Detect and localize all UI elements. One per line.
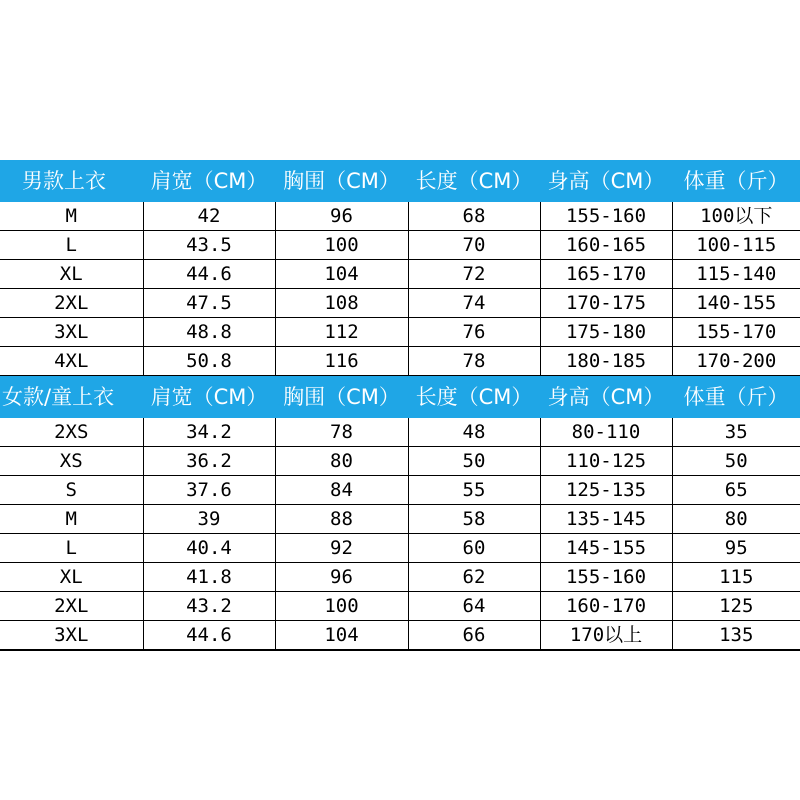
table-cell: 50 <box>408 447 540 476</box>
men-column-header: 身高（CM） <box>540 160 672 202</box>
table-cell: 112 <box>275 318 408 347</box>
table-cell: 68 <box>408 202 540 231</box>
table-cell: 47.5 <box>143 289 275 318</box>
table-cell: 72 <box>408 260 540 289</box>
women-column-header: 身高（CM） <box>540 376 672 419</box>
table-row <box>0 621 800 651</box>
table-cell: 62 <box>408 563 540 592</box>
table-cell: 170以上 <box>540 621 672 651</box>
table-cell: 135 <box>672 621 800 651</box>
table-cell: 180-185 <box>540 347 672 376</box>
table-cell: 170-200 <box>672 347 800 376</box>
table-cell: 92 <box>275 534 408 563</box>
table-cell: 43.2 <box>143 592 275 621</box>
table-cell: 170-175 <box>540 289 672 318</box>
size-label-cell: M <box>0 505 143 534</box>
size-label-cell: XL <box>0 563 143 592</box>
size-label-cell: 2XL <box>0 289 143 318</box>
table-cell: 41.8 <box>143 563 275 592</box>
table-cell: 55 <box>408 476 540 505</box>
table-cell: 155-160 <box>540 202 672 231</box>
table-cell: 40.4 <box>143 534 275 563</box>
table-cell: 37.6 <box>143 476 275 505</box>
table-cell: 50.8 <box>143 347 275 376</box>
table-cell: 104 <box>275 260 408 289</box>
size-label-cell: L <box>0 534 143 563</box>
table-row <box>0 231 800 260</box>
table-cell: 155-160 <box>540 563 672 592</box>
table-cell: 116 <box>275 347 408 376</box>
table-cell: 80-110 <box>540 418 672 447</box>
table-row <box>0 260 800 289</box>
table-cell: 48 <box>408 418 540 447</box>
women-column-header: 体重（斤） <box>672 376 800 419</box>
table-row <box>0 202 800 231</box>
size-label-cell: 4XL <box>0 347 143 376</box>
table-cell: 70 <box>408 231 540 260</box>
table-cell: 125 <box>672 592 800 621</box>
size-label-cell: 3XL <box>0 621 143 651</box>
men-header-row <box>0 160 800 202</box>
table-cell: 80 <box>672 505 800 534</box>
table-cell: 42 <box>143 202 275 231</box>
table-cell: 60 <box>408 534 540 563</box>
table-row <box>0 347 800 376</box>
table-cell: 78 <box>275 418 408 447</box>
table-cell: 100以下 <box>672 202 800 231</box>
table-row <box>0 505 800 534</box>
table-cell: 145-155 <box>540 534 672 563</box>
men-column-header: 胸围（CM） <box>275 160 408 202</box>
table-row <box>0 418 800 447</box>
size-label-cell: M <box>0 202 143 231</box>
table-cell: 34.2 <box>143 418 275 447</box>
table-row <box>0 318 800 347</box>
men-column-header: 肩宽（CM） <box>143 160 275 202</box>
table-cell: 165-170 <box>540 260 672 289</box>
table-row <box>0 534 800 563</box>
table-cell: 100-115 <box>672 231 800 260</box>
women-column-header: 长度（CM） <box>408 376 540 419</box>
size-label-cell: 3XL <box>0 318 143 347</box>
table-cell: 88 <box>275 505 408 534</box>
women-column-header: 肩宽（CM） <box>143 376 275 419</box>
table-cell: 64 <box>408 592 540 621</box>
table-cell: 50 <box>672 447 800 476</box>
table-cell: 135-145 <box>540 505 672 534</box>
size-label-cell: L <box>0 231 143 260</box>
women-section-title: 女款/童上衣 <box>0 376 143 419</box>
table-cell: 65 <box>672 476 800 505</box>
table-cell: 155-170 <box>672 318 800 347</box>
table-cell: 80 <box>275 447 408 476</box>
table-cell: 44.6 <box>143 260 275 289</box>
men-column-header: 体重（斤） <box>672 160 800 202</box>
table-cell: 115 <box>672 563 800 592</box>
table-cell: 36.2 <box>143 447 275 476</box>
table-cell: 108 <box>275 289 408 318</box>
table-cell: 96 <box>275 563 408 592</box>
size-chart-table <box>0 160 800 651</box>
table-cell: 84 <box>275 476 408 505</box>
table-cell: 115-140 <box>672 260 800 289</box>
table-cell: 140-155 <box>672 289 800 318</box>
table-cell: 48.8 <box>143 318 275 347</box>
women-column-header: 胸围（CM） <box>275 376 408 419</box>
table-cell: 35 <box>672 418 800 447</box>
table-cell: 110-125 <box>540 447 672 476</box>
men-section-title: 男款上衣 <box>0 160 143 202</box>
men-column-header: 长度（CM） <box>408 160 540 202</box>
table-cell: 160-165 <box>540 231 672 260</box>
table-row <box>0 592 800 621</box>
table-cell: 39 <box>143 505 275 534</box>
table-cell: 96 <box>275 202 408 231</box>
size-label-cell: 2XL <box>0 592 143 621</box>
size-label-cell: 2XS <box>0 418 143 447</box>
table-cell: 95 <box>672 534 800 563</box>
table-row <box>0 447 800 476</box>
table-cell: 66 <box>408 621 540 651</box>
size-chart-body <box>0 160 800 650</box>
women-header-row <box>0 376 800 419</box>
table-cell: 100 <box>275 592 408 621</box>
table-row <box>0 563 800 592</box>
table-cell: 125-135 <box>540 476 672 505</box>
table-cell: 104 <box>275 621 408 651</box>
table-cell: 78 <box>408 347 540 376</box>
table-cell: 58 <box>408 505 540 534</box>
table-row <box>0 289 800 318</box>
table-cell: 175-180 <box>540 318 672 347</box>
table-row <box>0 476 800 505</box>
table-cell: 74 <box>408 289 540 318</box>
size-label-cell: S <box>0 476 143 505</box>
table-cell: 76 <box>408 318 540 347</box>
size-label-cell: XS <box>0 447 143 476</box>
table-cell: 160-170 <box>540 592 672 621</box>
table-cell: 44.6 <box>143 621 275 651</box>
table-cell: 100 <box>275 231 408 260</box>
table-cell: 43.5 <box>143 231 275 260</box>
size-label-cell: XL <box>0 260 143 289</box>
